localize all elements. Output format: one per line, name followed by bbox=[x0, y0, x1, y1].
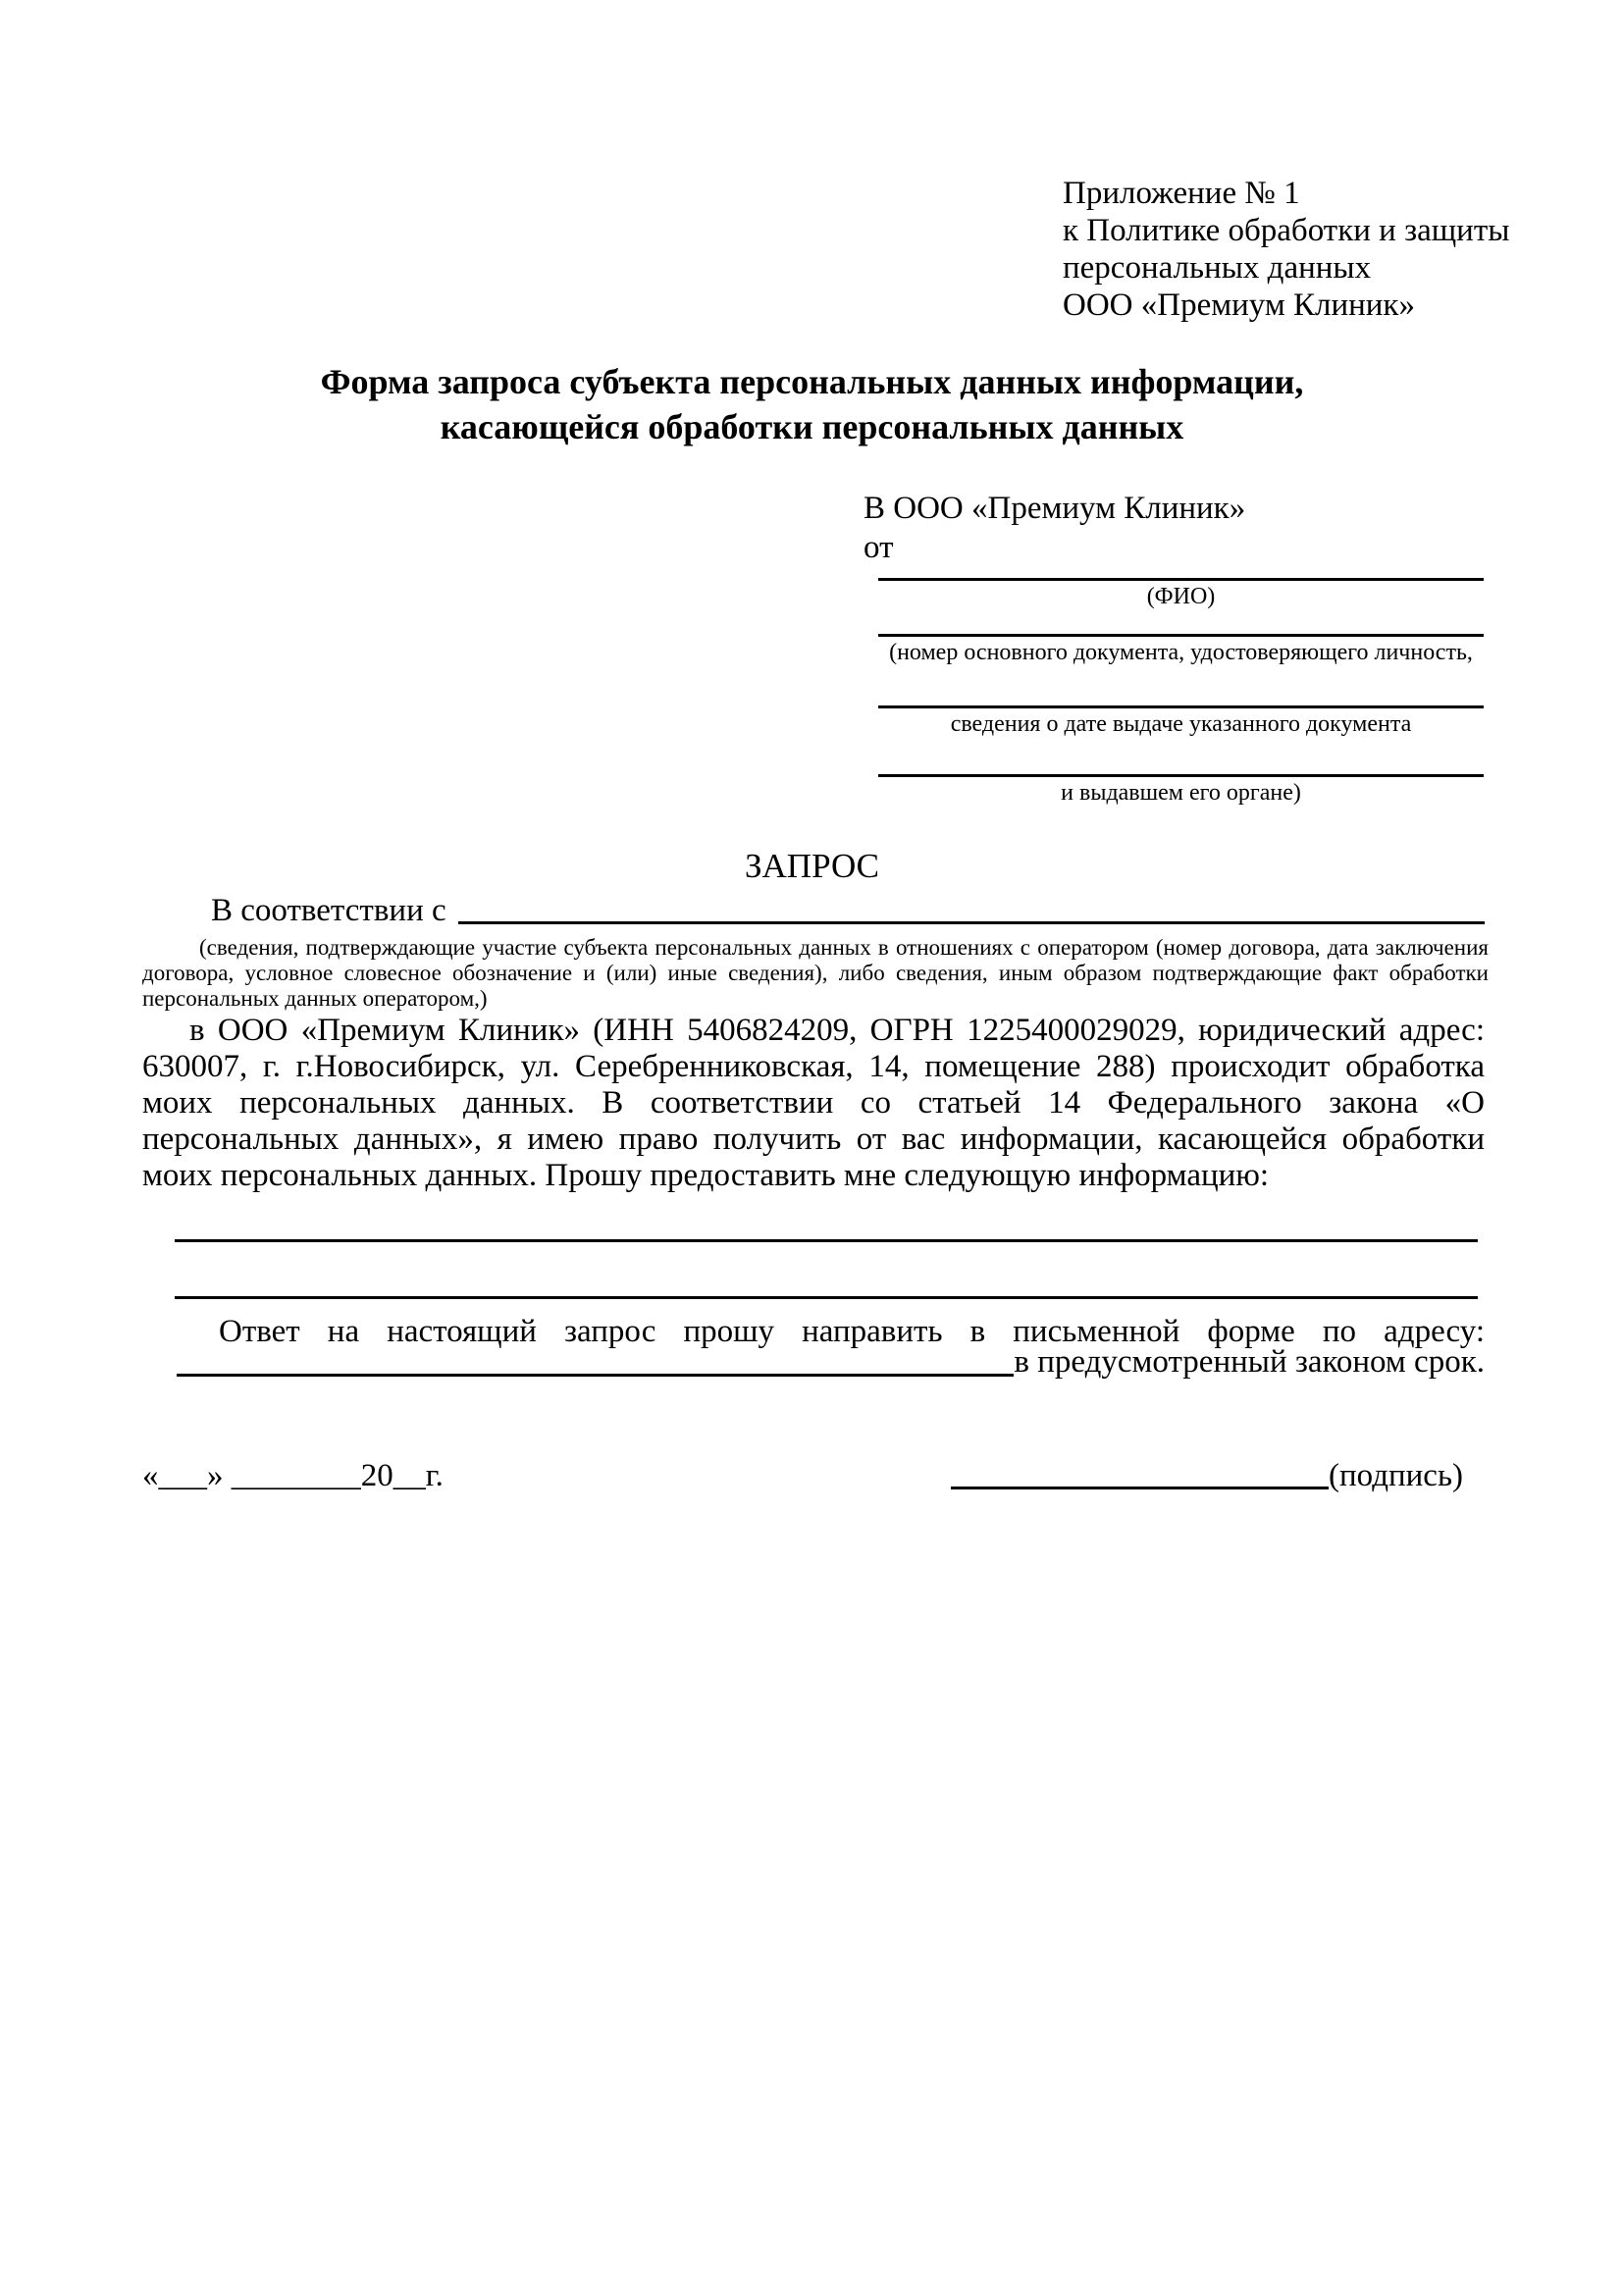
document-title-line-1: Форма запроса субъекта персональных данных информации, bbox=[320, 362, 1304, 401]
doc-issuer-caption: и выдавшем его органе) bbox=[1061, 780, 1301, 806]
date-fill-text: «___» ________20__г. bbox=[142, 1458, 444, 1493]
appendix-line: Приложение № 1 bbox=[1063, 176, 1300, 211]
footer-row bbox=[142, 1456, 1485, 1495]
document-title bbox=[142, 359, 1482, 449]
addressee-from-label: от bbox=[864, 530, 894, 565]
address-fill-line bbox=[177, 1374, 1014, 1377]
doc-issuer-fill-line bbox=[878, 738, 1484, 777]
addressee-to: В ООО «Премиум Клиник» bbox=[864, 491, 1246, 526]
response-tail-text: в предусмотренный законом срок. bbox=[1014, 1344, 1485, 1380]
document-title-line-2: касающейся обработки персональных данных bbox=[440, 407, 1184, 446]
doc-number-caption: (номер основного документа, удостоверяющего личность, bbox=[889, 640, 1473, 665]
appendix-line: ООО «Премиум Клиник» bbox=[1063, 287, 1415, 323]
response-address-row bbox=[142, 1342, 1485, 1382]
signature-fill-line bbox=[951, 1487, 1329, 1489]
basis-fill-line bbox=[458, 921, 1485, 924]
info-fill-line-2 bbox=[175, 1287, 1478, 1299]
appendix-line: к Политике обработки и защиты bbox=[1063, 213, 1510, 248]
addressee-block bbox=[864, 489, 1484, 807]
response-intro-line: Ответ на настоящий запрос прошу направить в письменной форме по адресу: bbox=[219, 1314, 1485, 1349]
doc-number-fill-line bbox=[878, 610, 1484, 637]
request-body-paragraph: в ООО «Премиум Клиник» (ИНН 5406824209, ОГРН 1225400029029, юридический адрес: 630007, г. г.Новосибирск, ул. Серебренниковская, 14, помещение 288) происходит обработка моих персональных данных. В соответствии со статьей 14 Федерального закона «О персональных данных», я имею право получить от вас информации, касающейся обработки моих персональных данных. Прошу предоставить мне следующую информацию: bbox=[142, 1013, 1485, 1193]
appendix-line: персональных данных bbox=[1063, 250, 1372, 286]
request-heading: ЗАПРОС bbox=[744, 847, 880, 885]
info-fill-line-1 bbox=[175, 1230, 1478, 1242]
basis-row bbox=[142, 891, 1485, 930]
appendix-reference-block bbox=[1063, 175, 1509, 324]
fio-fill-line bbox=[878, 567, 1484, 581]
signature-caption: (подпись) bbox=[1329, 1458, 1463, 1493]
fio-caption: (ФИО) bbox=[1146, 584, 1216, 609]
doc-date-fill-line bbox=[878, 666, 1484, 708]
basis-footnote: (сведения, подтверждающие участие субъекта персональных данных в отношениях с оператором (номер договора, дата заключения договора, условное словесное обозначение и (или) иные сведения), либо сведения, иным образом подтверждающие факт обработки персональных данных оператором,) bbox=[142, 935, 1489, 1011]
basis-label: В соответствии с bbox=[211, 893, 446, 928]
doc-date-caption: сведения о дате выдаче указанного документа bbox=[950, 711, 1412, 737]
